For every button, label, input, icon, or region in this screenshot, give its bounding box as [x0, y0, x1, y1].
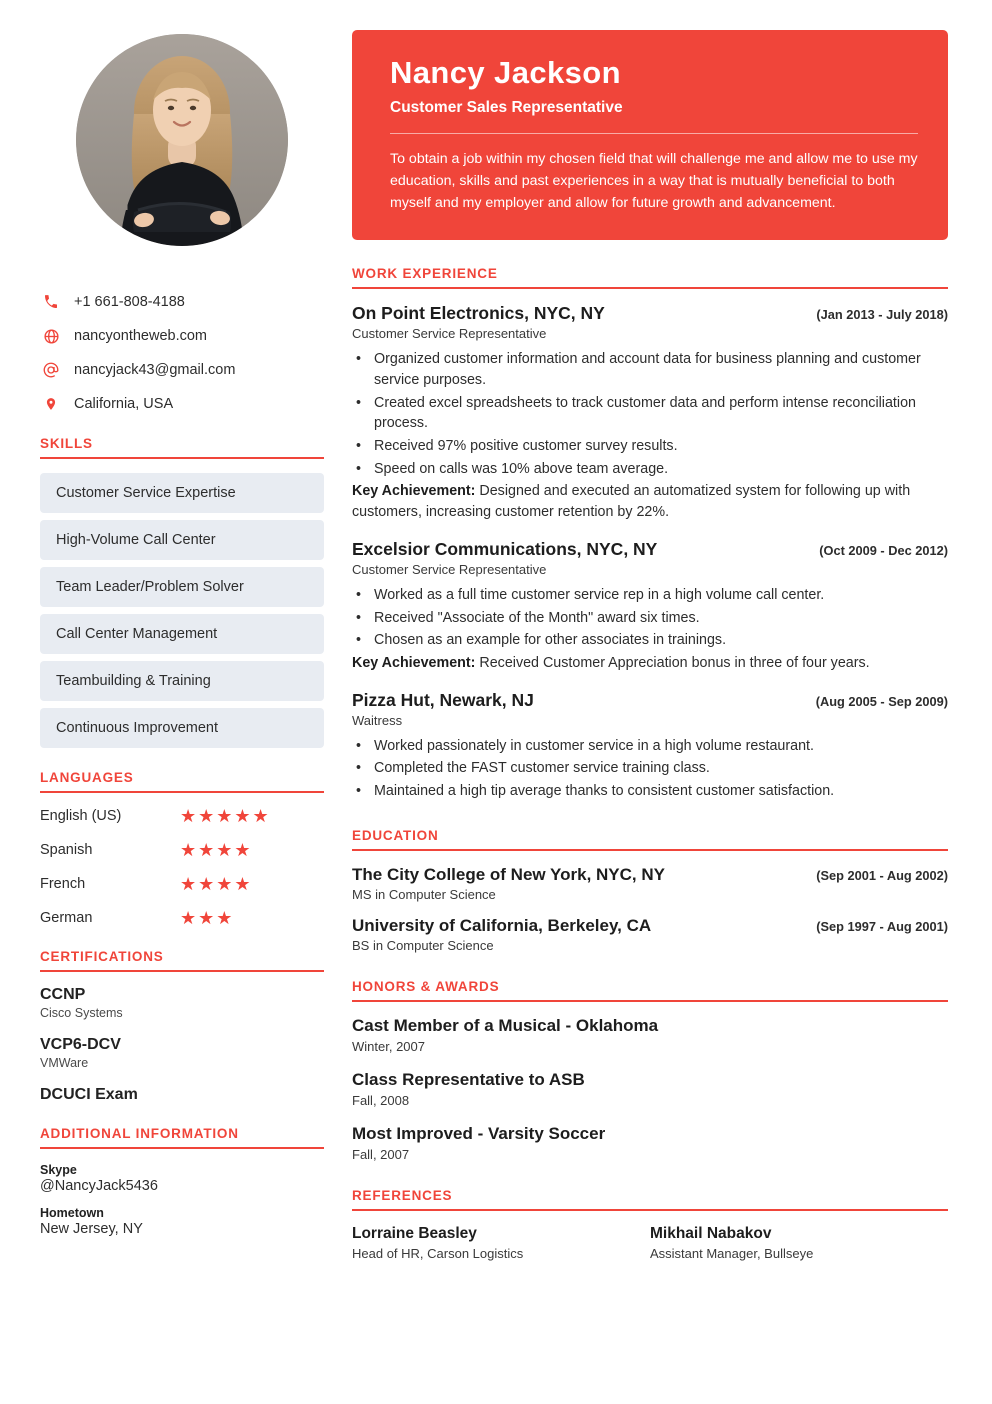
references-grid [352, 1225, 948, 1261]
reference-name: Mikhail Nabakov [650, 1224, 772, 1242]
section-languages [40, 770, 324, 927]
bullet-dot: • [356, 394, 362, 411]
skill-item: High-Volume Call Center [40, 520, 324, 560]
bullet-item [352, 585, 948, 606]
certification-item [40, 986, 324, 1020]
education-item [352, 916, 948, 953]
bullet-item [352, 608, 948, 629]
contact-item-phone[interactable] [40, 292, 324, 312]
work-item [352, 539, 948, 674]
additional-label: Hometown [40, 1206, 104, 1220]
award-date: Fall, 2008 [352, 1092, 410, 1108]
section-rule [40, 970, 324, 972]
reference-role: Head of HR, Carson Logistics [352, 1245, 524, 1261]
bullet-dot: • [356, 609, 362, 626]
work-role: Waitress [352, 712, 403, 728]
bullet-text: Speed on calls was 10% above team average. [374, 460, 669, 477]
language-name: German [40, 910, 93, 926]
section-references [352, 1188, 948, 1261]
skill-item: Team Leader/Problem Solver [40, 567, 324, 607]
section-title-references: REFERENCES [352, 1187, 453, 1203]
additional-value: New Jersey, NY [40, 1221, 143, 1237]
certification-item [40, 1086, 324, 1104]
key-achievement-text: Received Customer Appreciation bonus in three of four years. [475, 655, 870, 671]
certification-title: VCP6-DCV [40, 1036, 121, 1053]
section-education [352, 828, 948, 953]
rating-stars: ★★★ [180, 908, 235, 928]
reference-name: Lorraine Beasley [352, 1224, 477, 1242]
contact-value: nancyjack43@gmail.com [74, 362, 236, 378]
certification-issuer: VMWare [40, 1056, 89, 1070]
section-title-certifications: CERTIFICATIONS [40, 949, 164, 964]
rating-stars: ★★★★★ [180, 806, 271, 826]
section-rule [40, 457, 324, 459]
key-achievement-label: Key Achievement: [352, 655, 476, 671]
section-title-skills: SKILLS [40, 436, 93, 451]
bullet-dot: • [356, 460, 362, 477]
award-item [352, 1016, 948, 1054]
section-rule [352, 849, 948, 851]
language-name: French [40, 876, 86, 892]
additional-item [40, 1163, 324, 1194]
contact-value: +1 661-808-4188 [74, 294, 185, 310]
language-name: Spanish [40, 842, 93, 858]
globe-icon [40, 326, 62, 346]
header-card [352, 30, 948, 240]
skill-item: Teambuilding & Training [40, 661, 324, 701]
section-rule [40, 1147, 324, 1149]
work-company: On Point Electronics, NYC, NY [352, 303, 605, 324]
reference-item [650, 1225, 948, 1261]
language-item [40, 875, 324, 893]
work-item [352, 303, 948, 523]
work-company: Pizza Hut, Newark, NJ [352, 689, 534, 710]
page-title: Nancy Jackson [390, 55, 621, 90]
bullet-dot: • [356, 760, 362, 777]
location-pin-icon [40, 394, 62, 414]
award-date: Winter, 2007 [352, 1038, 425, 1054]
education-dates: (Sep 1997 - Aug 2001) [816, 918, 948, 934]
section-rule [352, 1209, 948, 1211]
rating-stars: ★★★★ [180, 874, 253, 894]
bullet-text: Organized customer information and account data for business planning and customer service purposes. [374, 351, 921, 388]
avatar-photo [76, 34, 288, 246]
education-item [352, 865, 948, 902]
reference-item [352, 1225, 650, 1261]
bullet-item [352, 436, 948, 457]
section-certifications [40, 949, 324, 1104]
bullet-item [352, 393, 948, 434]
bullet-item [352, 630, 948, 651]
work-role: Customer Service Representative [352, 561, 547, 577]
key-achievement [352, 481, 948, 522]
divider [390, 133, 918, 134]
skill-item: Customer Service Expertise [40, 473, 324, 513]
phone-icon [40, 292, 62, 312]
certification-item [40, 1036, 324, 1070]
section-title-honors: HONORS & AWARDS [352, 978, 500, 994]
language-item [40, 909, 324, 927]
work-bullets [352, 349, 948, 479]
section-honors-awards [352, 979, 948, 1162]
contact-list [40, 292, 324, 414]
section-skills [40, 436, 324, 748]
job-title-subtitle: Customer Sales Representative [390, 99, 623, 117]
award-title: Class Representative to ASB [352, 1069, 585, 1089]
contact-value: California, USA [74, 396, 174, 412]
bullet-dot: • [356, 437, 362, 454]
bullet-dot: • [356, 586, 362, 603]
language-item [40, 807, 324, 825]
key-achievement-label: Key Achievement: [352, 483, 476, 500]
work-dates: (Aug 2005 - Sep 2009) [815, 693, 948, 709]
section-rule [352, 287, 948, 289]
bullet-text: Received "Associate of the Month" award six times. [374, 609, 700, 626]
work-bullets [352, 585, 948, 651]
bullet-text: Received 97% positive customer survey results. [374, 437, 678, 454]
avatar [76, 34, 288, 246]
work-item [352, 690, 948, 802]
main-content [352, 0, 992, 1404]
bullet-text: Chosen as an example for other associates in trainings. [374, 632, 727, 649]
at-icon [40, 360, 62, 380]
work-dates: (Oct 2009 - Dec 2012) [819, 542, 948, 558]
section-work-experience [352, 266, 948, 802]
work-role: Customer Service Representative [352, 326, 547, 342]
section-rule [40, 791, 324, 793]
skill-item: Call Center Management [40, 614, 324, 654]
work-dates: (Jan 2013 - July 2018) [816, 307, 948, 323]
skill-item: Continuous Improvement [40, 708, 324, 748]
award-item [352, 1124, 948, 1162]
contact-value: nancyontheweb.com [74, 328, 207, 344]
certification-title: DCUCI Exam [40, 1086, 138, 1103]
education-dates: (Sep 2001 - Aug 2002) [816, 867, 948, 883]
certification-issuer: Cisco Systems [40, 1006, 123, 1020]
language-item [40, 841, 324, 859]
additional-label: Skype [40, 1163, 77, 1177]
bullet-text: Worked passionately in customer service in a high volume restaurant. [374, 737, 814, 754]
section-title-additional: ADDITIONAL INFORMATION [40, 1126, 239, 1141]
bullet-dot: • [356, 351, 362, 368]
bullet-item [352, 459, 948, 480]
section-title-languages: LANGUAGES [40, 770, 134, 785]
award-title: Cast Member of a Musical - Oklahoma [352, 1015, 659, 1035]
education-school: University of California, Berkeley, CA [352, 915, 652, 935]
education-school: The City College of New York, NYC, NY [352, 864, 665, 884]
award-date: Fall, 2007 [352, 1146, 410, 1162]
rating-stars: ★★★★ [180, 840, 253, 860]
work-company: Excelsior Communications, NYC, NY [352, 538, 658, 559]
section-additional-information [40, 1126, 324, 1237]
key-achievement [352, 653, 948, 674]
additional-item [40, 1206, 324, 1237]
bullet-dot: • [356, 632, 362, 649]
bullet-text: Worked as a full time customer service rep in a high volume call center. [374, 586, 825, 603]
education-degree: BS in Computer Science [352, 937, 494, 953]
bullet-item [352, 349, 948, 390]
bullet-item [352, 781, 948, 802]
bullet-text: Completed the FAST customer service training class. [374, 760, 710, 777]
section-title-education: EDUCATION [352, 827, 439, 843]
bullet-item [352, 736, 948, 757]
bullet-dot: • [356, 737, 362, 754]
summary-text: To obtain a job within my chosen field that will challenge me and allow me to use my education, skills and past experiences in a way that is mutually beneficial to both myself and my employer and allow for future growth and advancement. [390, 151, 918, 212]
bullet-text: Maintained a high tip average thanks to consistent customer satisfaction. [374, 783, 835, 800]
additional-value: @NancyJack5436 [40, 1178, 158, 1194]
reference-role: Assistant Manager, Bullseye [650, 1245, 814, 1261]
work-bullets [352, 736, 948, 802]
bullet-text: Created excel spreadsheets to track customer data and perform intense reconciliation process. [374, 394, 916, 432]
sidebar [0, 0, 352, 1404]
section-rule [352, 1000, 948, 1002]
education-degree: MS in Computer Science [352, 886, 496, 902]
contact-item-email[interactable] [40, 360, 324, 380]
contact-item-location[interactable] [40, 394, 324, 414]
award-title: Most Improved - Varsity Soccer [352, 1123, 606, 1143]
award-item [352, 1070, 948, 1108]
certification-title: CCNP [40, 986, 86, 1003]
language-name: English (US) [40, 808, 122, 824]
section-title-work: WORK EXPERIENCE [352, 266, 498, 282]
bullet-item [352, 758, 948, 779]
bullet-dot: • [356, 783, 362, 800]
contact-item-website[interactable] [40, 326, 324, 346]
key-achievement-text: Designed and executed an automatized system for following up with customers, increasing customer retention by 22%. [352, 483, 911, 521]
